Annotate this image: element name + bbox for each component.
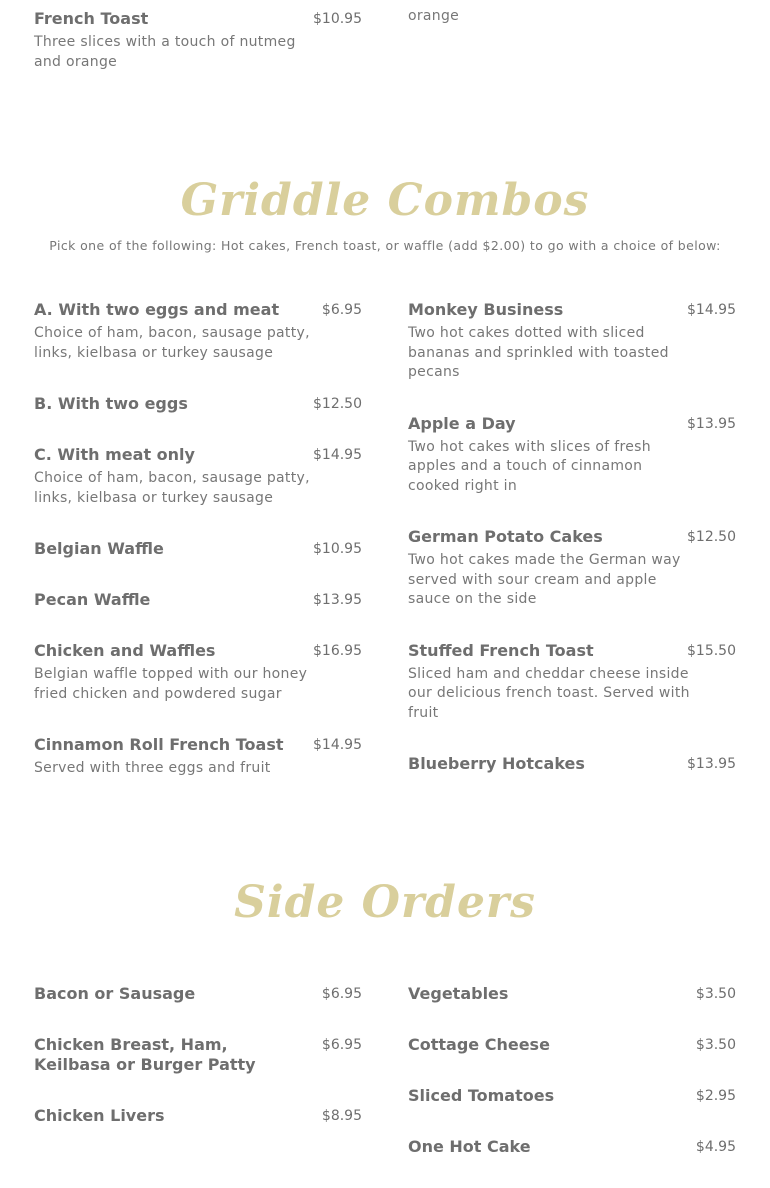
menu-item xyxy=(408,1137,736,1157)
menu-item-name: Stuffed French Toast xyxy=(408,640,594,660)
menu-item-price: $6.95 xyxy=(321,1037,362,1053)
top-left-column xyxy=(34,9,362,103)
menu-item-price: $14.95 xyxy=(687,302,736,318)
menu-item xyxy=(408,754,736,774)
menu-item xyxy=(34,641,362,704)
menu-item-name: C. With meat only xyxy=(34,445,195,464)
menu-item-price: $14.95 xyxy=(313,737,362,753)
menu-item-name: Bacon or Sausage xyxy=(34,984,196,1003)
menu-item-name: Chicken Livers xyxy=(34,1106,165,1125)
menu-item-name: Blueberry Hotcakes xyxy=(408,754,585,773)
menu-item-header xyxy=(408,641,736,661)
menu-item xyxy=(408,300,736,383)
menu-item-price: $14.95 xyxy=(313,447,362,463)
menu-item-price: $10.95 xyxy=(313,541,362,557)
menu-item-description: Two hot cakes dotted with sliced bananas and sprinkled with toasted pecans xyxy=(408,325,669,380)
menu-item-price: $10.95 xyxy=(313,11,362,27)
section-subtitle-griddle-combos: Pick one of the following: Hot cakes, French toast, or waffle (add $2.00) to go with a choice of below: xyxy=(49,238,721,253)
griddle-right-column xyxy=(408,300,736,805)
menu-item xyxy=(34,590,362,610)
menu-item-price: $6.95 xyxy=(321,302,362,318)
sides-right-column xyxy=(408,984,736,1188)
menu-item-name: Belgian Waffle xyxy=(34,539,164,558)
menu-item-header xyxy=(34,1035,362,1075)
menu-item-header xyxy=(34,735,362,755)
menu-item-header xyxy=(34,300,362,320)
menu-item-price: $12.50 xyxy=(313,396,362,412)
menu-item-header xyxy=(408,1086,736,1106)
section-title-side-orders: Side Orders xyxy=(234,877,536,928)
menu-item-price: $3.50 xyxy=(695,1037,736,1053)
menu-item-price: $13.95 xyxy=(687,756,736,772)
menu-item-header xyxy=(34,1106,362,1126)
menu-item-name: Chicken and Waffles xyxy=(34,641,216,660)
menu-item-header xyxy=(408,984,736,1004)
menu-item-header xyxy=(34,9,362,29)
menu-item-header xyxy=(34,539,362,559)
menu-item-name: One Hot Cake xyxy=(408,1137,531,1156)
menu-item xyxy=(34,300,362,363)
menu-item-header xyxy=(408,414,736,434)
sides-left-column xyxy=(34,984,362,1157)
menu-item xyxy=(34,1106,362,1126)
menu-item xyxy=(34,1035,362,1075)
menu-item-description: Three slices with a touch of nutmeg and orange xyxy=(34,34,296,70)
menu-item-description: orange xyxy=(408,8,460,24)
menu-item-name: Sliced Tomatoes xyxy=(408,1086,555,1105)
section-title-griddle-combos: Griddle Combos xyxy=(180,175,590,226)
menu-item-description: Sliced ham and cheddar cheese inside our delicious french toast. Served with fruit xyxy=(408,665,690,721)
menu-item-price: $4.95 xyxy=(695,1139,736,1155)
menu-item-name: Monkey Business xyxy=(408,300,564,319)
menu-item xyxy=(408,641,736,724)
menu-item xyxy=(34,445,362,508)
menu-item-description: Two hot cakes with slices of fresh apples and a touch of cinnamon cooked right in xyxy=(408,438,651,494)
menu-item xyxy=(34,9,362,72)
top-right-column xyxy=(408,3,736,27)
menu-item-description: Two hot cakes made the German way served with sour cream and apple sauce on the side xyxy=(408,552,681,607)
menu-item-header xyxy=(408,1137,736,1157)
menu-item-description: Served with three eggs and fruit xyxy=(34,760,271,776)
menu-item xyxy=(34,984,362,1004)
menu-item-price: $15.50 xyxy=(687,642,736,659)
menu-item-name: A. With two eggs and meat xyxy=(34,300,280,319)
menu-item-header xyxy=(34,445,362,465)
menu-item-name: Cottage Cheese xyxy=(408,1035,550,1054)
menu-item-name: Chicken Breast, Ham, Keilbasa or Burger Patty xyxy=(34,1035,256,1074)
menu-item-price: $13.95 xyxy=(687,415,736,432)
griddle-left-column xyxy=(34,300,362,810)
menu-item-header xyxy=(34,394,362,414)
menu-item-price: $8.95 xyxy=(321,1108,362,1124)
menu-item xyxy=(34,394,362,414)
menu-item xyxy=(408,984,736,1004)
menu-item-price: $2.95 xyxy=(695,1088,736,1104)
menu-item-header xyxy=(408,527,736,547)
menu-item-header xyxy=(34,590,362,610)
menu-item-name: Cinnamon Roll French Toast xyxy=(34,735,284,754)
menu-item-name: Apple a Day xyxy=(408,413,516,433)
menu-item xyxy=(408,414,736,497)
menu-item-header xyxy=(408,300,736,320)
menu-item-name: B. With two eggs xyxy=(34,394,188,413)
menu-item-price: $13.95 xyxy=(313,592,362,608)
menu-item-price: $3.50 xyxy=(695,986,736,1002)
menu-item-name: French Toast xyxy=(34,9,149,28)
menu-item-price: $6.95 xyxy=(321,986,362,1002)
menu-item-name: German Potato Cakes xyxy=(408,527,603,546)
menu-item-header xyxy=(34,984,362,1004)
menu-item xyxy=(408,1086,736,1106)
menu-item-price: $12.50 xyxy=(687,529,736,545)
menu-item-header xyxy=(408,1035,736,1055)
menu-item-name: Pecan Waffle xyxy=(34,590,151,609)
menu-item xyxy=(408,527,736,610)
menu-item xyxy=(408,1035,736,1055)
menu-item xyxy=(34,539,362,559)
menu-item-header xyxy=(34,641,362,661)
menu-item-description: Choice of ham, bacon, sausage patty, links, kielbasa or turkey sausage xyxy=(34,470,310,506)
menu-item xyxy=(34,735,362,779)
menu-item-name: Vegetables xyxy=(408,984,509,1003)
menu-item-header xyxy=(408,754,736,774)
menu-item-description: Belgian waffle topped with our honey fried chicken and powdered sugar xyxy=(34,666,308,702)
menu-item-description: Choice of ham, bacon, sausage patty, links, kielbasa or turkey sausage xyxy=(34,325,310,361)
menu-item-price: $16.95 xyxy=(313,643,362,659)
